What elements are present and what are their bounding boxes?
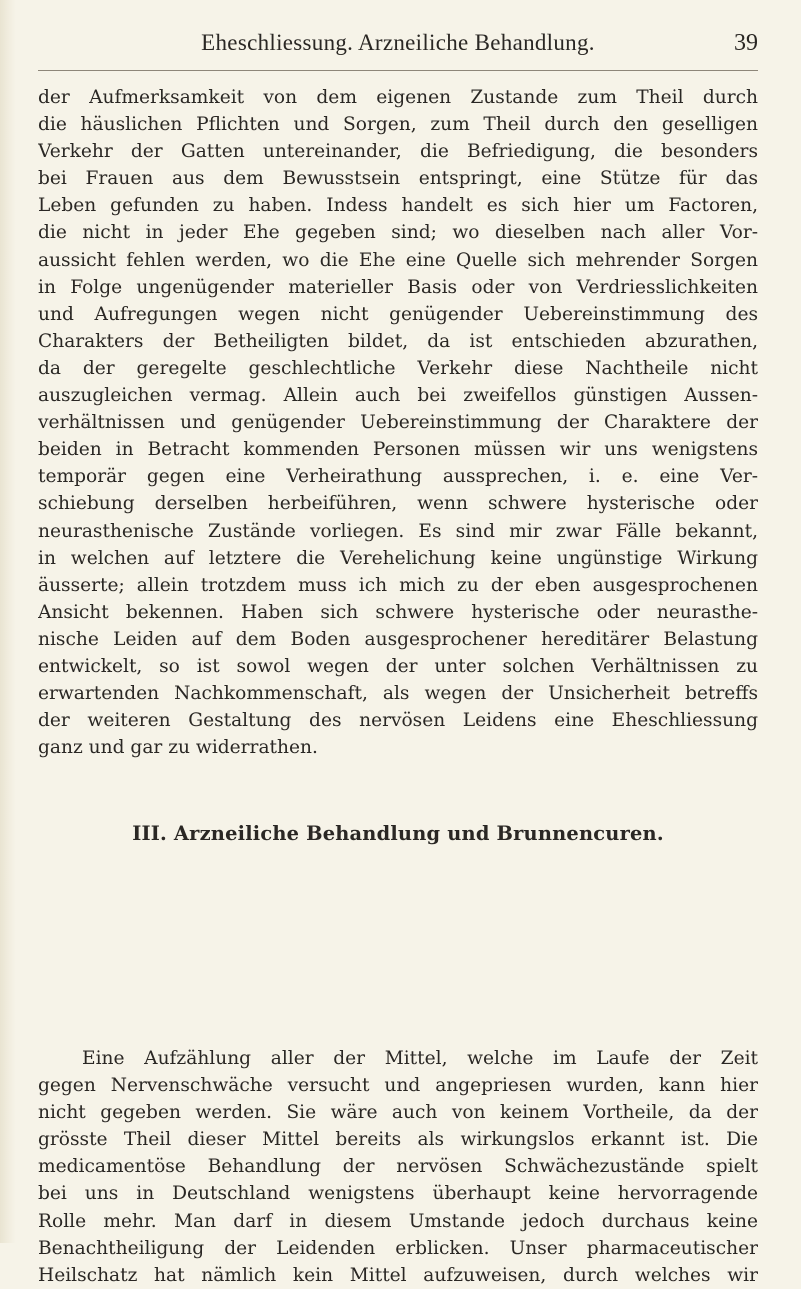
text-line: entwickelt, so ist sowol wegen der unter solchen Verhältnissen zu xyxy=(38,655,758,677)
text-line: der weiteren Gestaltung des nervösen Leidens eine Eheschliessung xyxy=(38,710,758,732)
header-rule xyxy=(38,70,758,71)
book-page xyxy=(38,0,758,1286)
text-line: die häuslichen Pflichten und Sorgen, zum Theil durch den geselligen xyxy=(38,114,758,136)
text-line: erwartenden Nachkommenschaft, als wegen der Unsicherheit betreffs xyxy=(38,683,758,705)
text-line: temporär gegen eine Verheirathung aussprechen, i. e. eine Ver- xyxy=(38,466,758,488)
text-line: die nicht in jeder Ehe gegeben sind; wo dieselben nach aller Vor- xyxy=(38,222,758,244)
text-line: medicamentöse Behandlung der nervösen Schwächezustände spielt xyxy=(38,1156,758,1178)
paragraph-continued xyxy=(38,84,758,761)
text-line: bei uns in Deutschland wenigstens überhaupt keine hervorragende xyxy=(38,1183,758,1205)
text-line: Benachtheiligung der Leidenden erblicken. Unser pharmaceutischer xyxy=(38,1237,758,1259)
paragraph-section-start xyxy=(38,1045,758,1289)
text-line: äusserte; allein trotzdem muss ich mich zu der eben ausgesprochenen xyxy=(38,574,758,596)
page-header xyxy=(38,24,758,64)
text-line: auszugleichen vermag. Allein auch bei zweifellos günstigen Aussen- xyxy=(38,385,758,407)
text-line: und Aufregungen wegen nicht genügender Uebereinstimmung des xyxy=(38,303,758,325)
text-line: in welchen auf letztere die Verehelichung keine ungünstige Wirkung xyxy=(38,547,758,569)
text-line: grösste Theil dieser Mittel bereits als wirkungslos erkannt ist. Die xyxy=(38,1129,758,1151)
text-line: neurasthenische Zustände vorliegen. Es sind mir zwar Fälle bekannt, xyxy=(38,520,758,542)
text-line: Eine Aufzählung aller der Mittel, welche im Laufe der Zeit xyxy=(82,1048,758,1069)
text-line: ganz und gar zu widerrathen. xyxy=(38,737,318,759)
text-line: Ansicht bekennen. Haben sich schwere hysterische oder neurasthe- xyxy=(38,601,758,623)
text-line: aussicht fehlen werden, wo die Ehe eine Quelle sich mehrender Sorgen xyxy=(38,249,758,271)
text-line: Leben gefunden zu haben. Indess handelt es sich hier um Factoren, xyxy=(38,195,758,217)
page-edge-shadow xyxy=(0,0,16,1243)
text-line: Charakters der Betheiligten bildet, da ist entschieden abzurathen, xyxy=(38,330,758,352)
text-line: nicht gegeben werden. Sie wäre auch von keinem Vortheile, da der xyxy=(38,1102,758,1124)
text-line: da der geregelte geschlechtliche Verkehr diese Nachtheile nicht xyxy=(38,357,758,379)
text-line: bei Frauen aus dem Bewusstsein entspringt, eine Stütze für das xyxy=(38,168,758,190)
text-line: in Folge ungenügender materieller Basis oder von Verdriesslichkeiten xyxy=(38,276,758,298)
running-title: Eheschliessung. Arzneiliche Behandlung. xyxy=(201,30,595,55)
text-line: gegen Nervenschwäche versucht und angepriesen wurden, kann hier xyxy=(38,1075,758,1097)
page-number: 39 xyxy=(734,30,758,56)
text-line: schiebung derselben herbeiführen, wenn schwere hysterische oder xyxy=(38,493,758,515)
text-line: Verkehr der Gatten untereinander, die Befriedigung, die besonders xyxy=(38,141,758,163)
text-line: nische Leiden auf dem Boden ausgesprochener hereditärer Belastung xyxy=(38,628,758,650)
section-heading: III. Arzneiliche Behandlung und Brunnencuren. xyxy=(132,822,664,845)
text-line: Heilschatz hat nämlich kein Mittel aufzuweisen, durch welches wir xyxy=(38,1264,758,1286)
text-line: verhältnissen und genügender Uebereinstimmung der Charaktere der xyxy=(38,412,758,434)
text-line: Rolle mehr. Man darf in diesem Umstande jedoch durchaus keine xyxy=(38,1210,758,1232)
text-line: beiden in Betracht kommenden Personen müssen wir uns wenigstens xyxy=(38,439,758,461)
text-line: der Aufmerksamkeit von dem eigenen Zustande zum Theil durch xyxy=(38,87,758,108)
